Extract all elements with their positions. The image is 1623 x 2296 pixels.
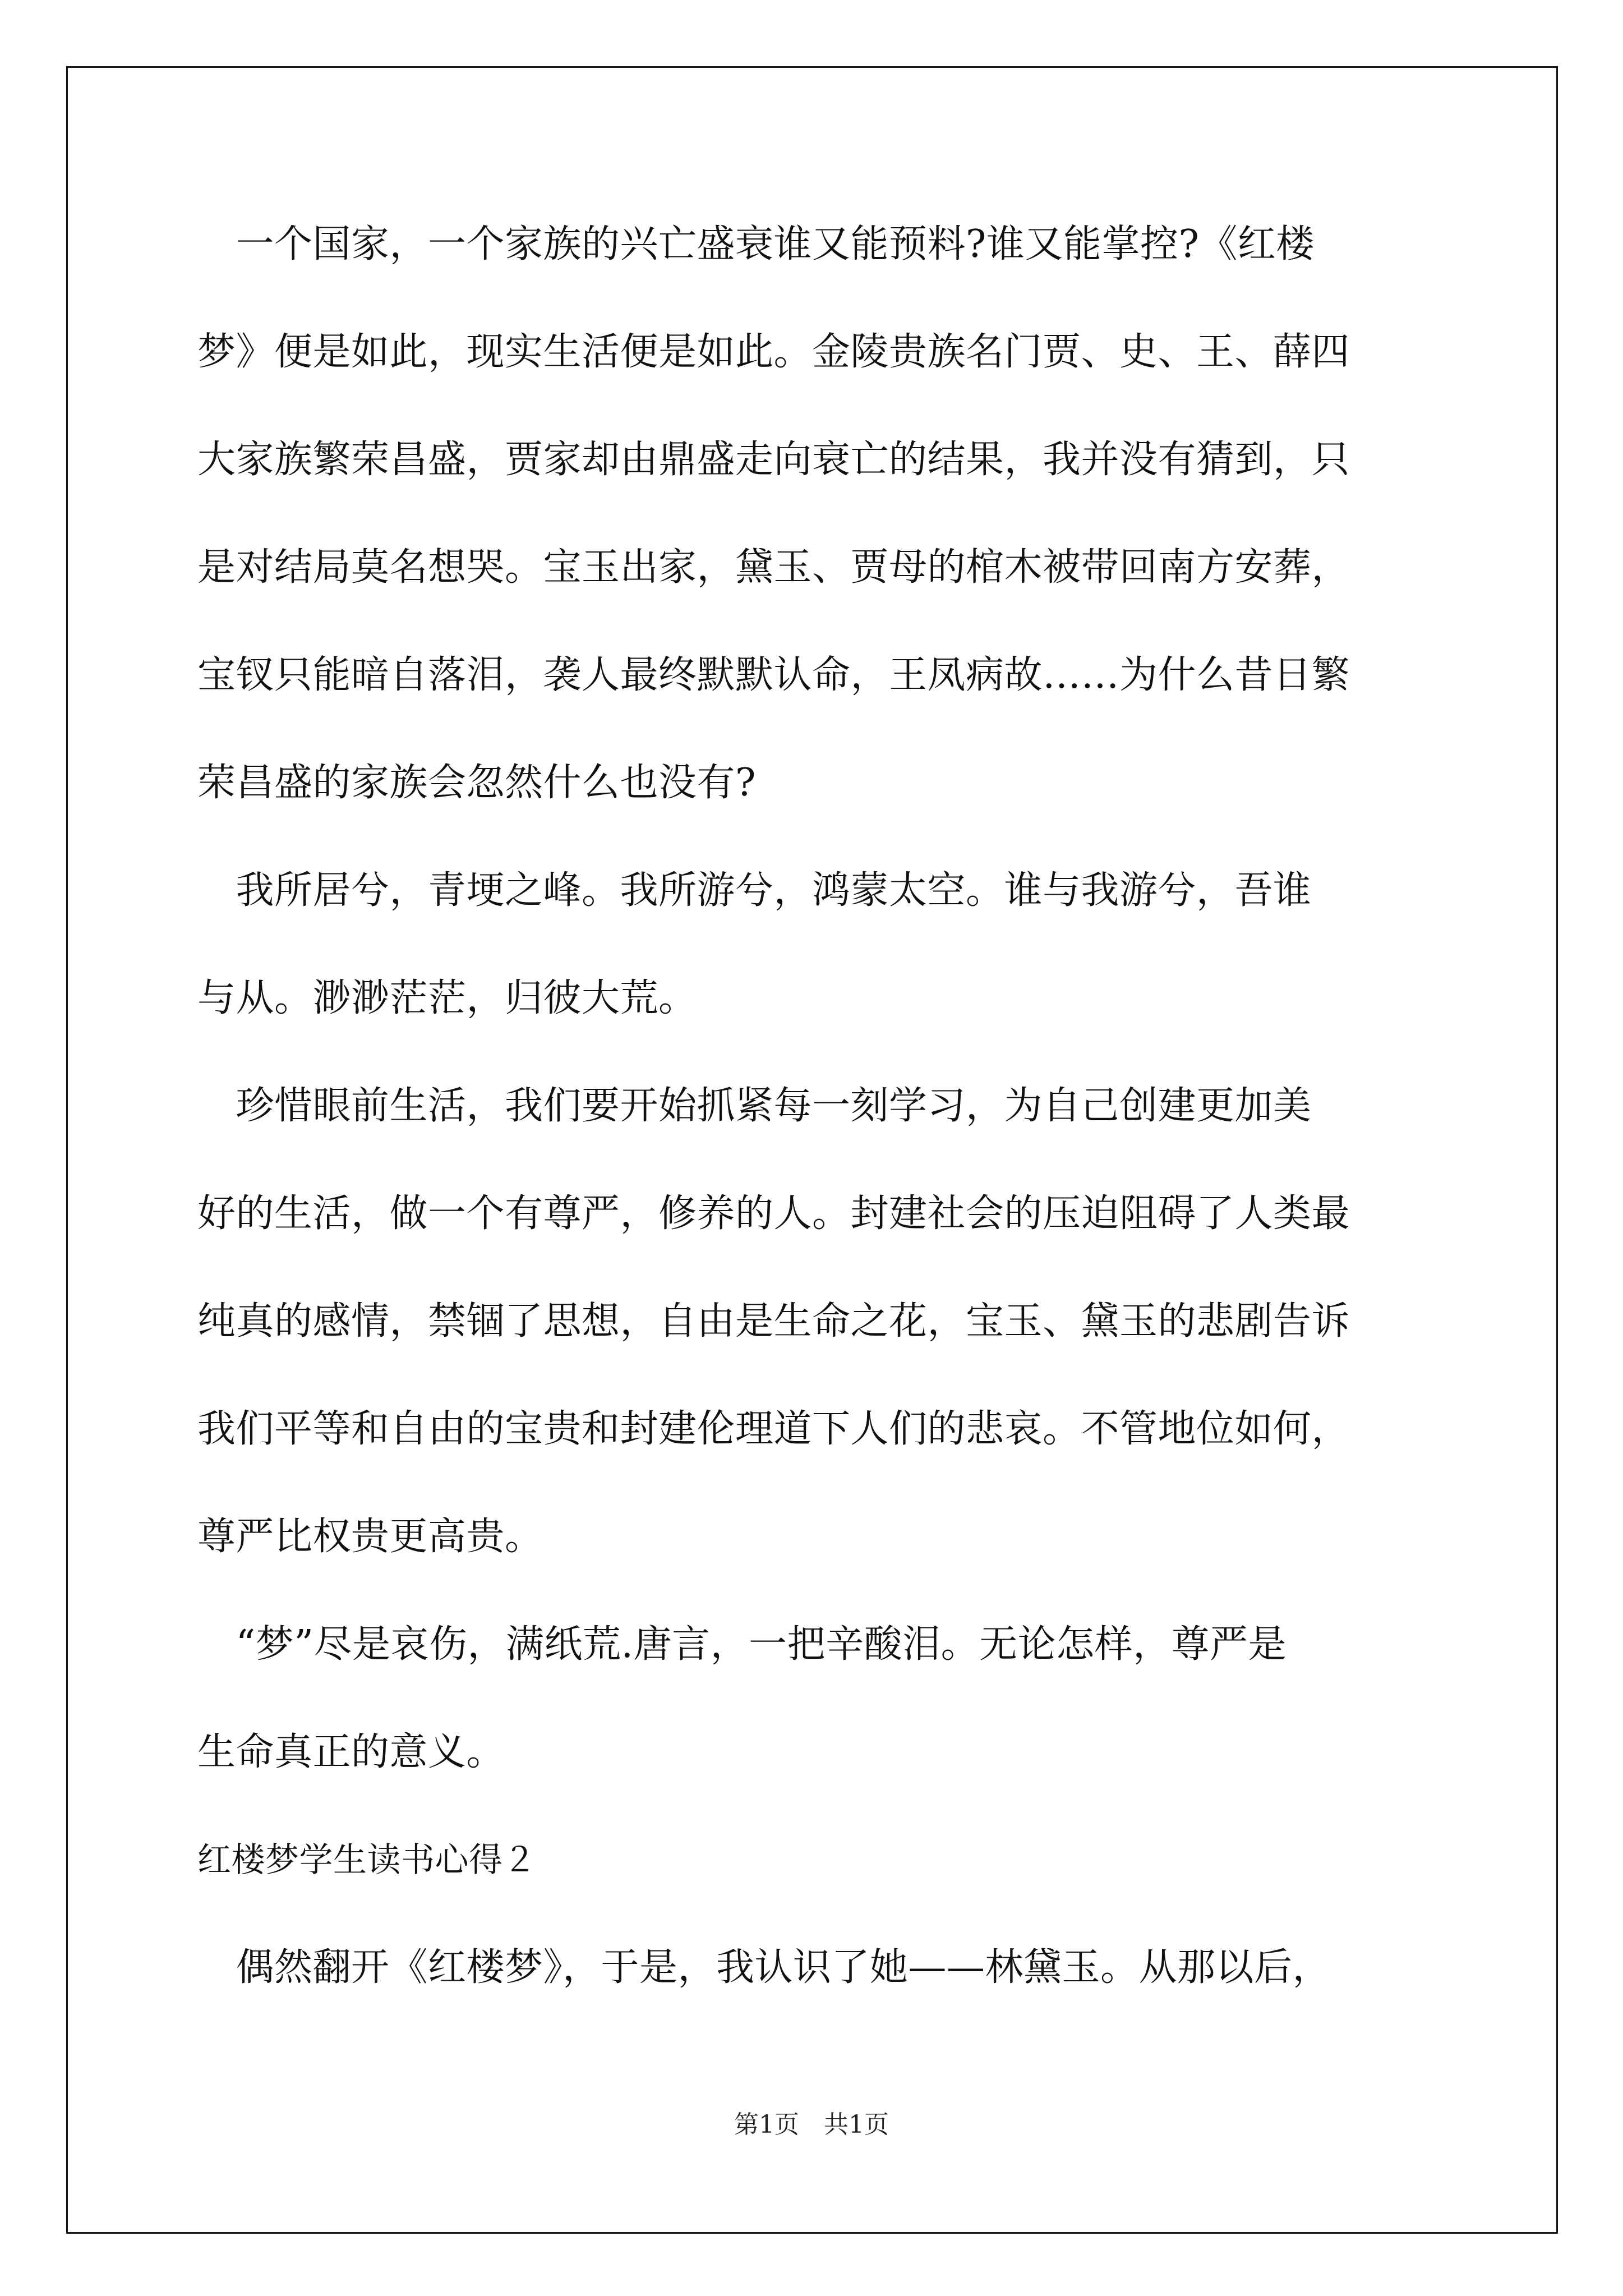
paragraph-line: 尊严比权贵更高贵。 bbox=[197, 1515, 543, 1559]
page-border bbox=[66, 66, 1558, 2234]
paragraph-line: “梦”尽是哀伤，满纸荒.唐言，一把辛酸泪。无论怎样，尊严是 bbox=[197, 1622, 1287, 1667]
paragraph-line: 是对结局莫名想哭。宝玉出家，黛玉、贾母的棺木被带回南方安葬， bbox=[197, 545, 1350, 590]
paragraph-line: 荣昌盛的家族会忽然什么也没有? bbox=[197, 761, 756, 805]
paragraph-line: 偶然翻开《红楼梦》，于是，我认识了她——林黛玉。从那以后， bbox=[197, 1945, 1331, 1990]
paragraph-line: 宝钗只能暗自落泪，袭人最终默默认命，王凤病故……为什么昔日繁 bbox=[197, 653, 1350, 697]
paragraph-line: 我所居兮，青埂之峰。我所游兮，鸿蒙太空。谁与我游兮，吾谁 bbox=[197, 868, 1312, 913]
paragraph-line: 与从。渺渺茫茫，归彼大荒。 bbox=[197, 976, 697, 1020]
paragraph-line: 生命真正的意义。 bbox=[197, 1730, 505, 1774]
paragraph-line: 我们平等和自由的宝贵和封建伦理道下人们的悲哀。不管地位如何， bbox=[197, 1407, 1350, 1451]
paragraph-line: 好的生活，做一个有尊严，修养的人。封建社会的压迫阻碍了人类最 bbox=[197, 1191, 1350, 1236]
page-number-footer: 第1页 共1页 bbox=[734, 2110, 889, 2139]
paragraph-line: 一个国家，一个家族的兴亡盛衰谁又能预料?谁又能掌控?《红楼 bbox=[197, 222, 1315, 266]
section-heading: 红楼梦学生读书心得２ bbox=[197, 1841, 537, 1880]
paragraph-line: 大家族繁荣昌盛，贾家却由鼎盛走向衰亡的结果，我并没有猜到，只 bbox=[197, 438, 1350, 482]
paragraph-line: 梦》便是如此，现实生活便是如此。金陵贵族名门贾、史、王、薛四 bbox=[197, 330, 1350, 374]
paragraph-line: 纯真的感情，禁锢了思想，自由是生命之花，宝玉、黛玉的悲剧告诉 bbox=[197, 1299, 1350, 1343]
paragraph-line: 珍惜眼前生活，我们要开始抓紧每一刻学习，为自己创建更加美 bbox=[197, 1084, 1312, 1128]
